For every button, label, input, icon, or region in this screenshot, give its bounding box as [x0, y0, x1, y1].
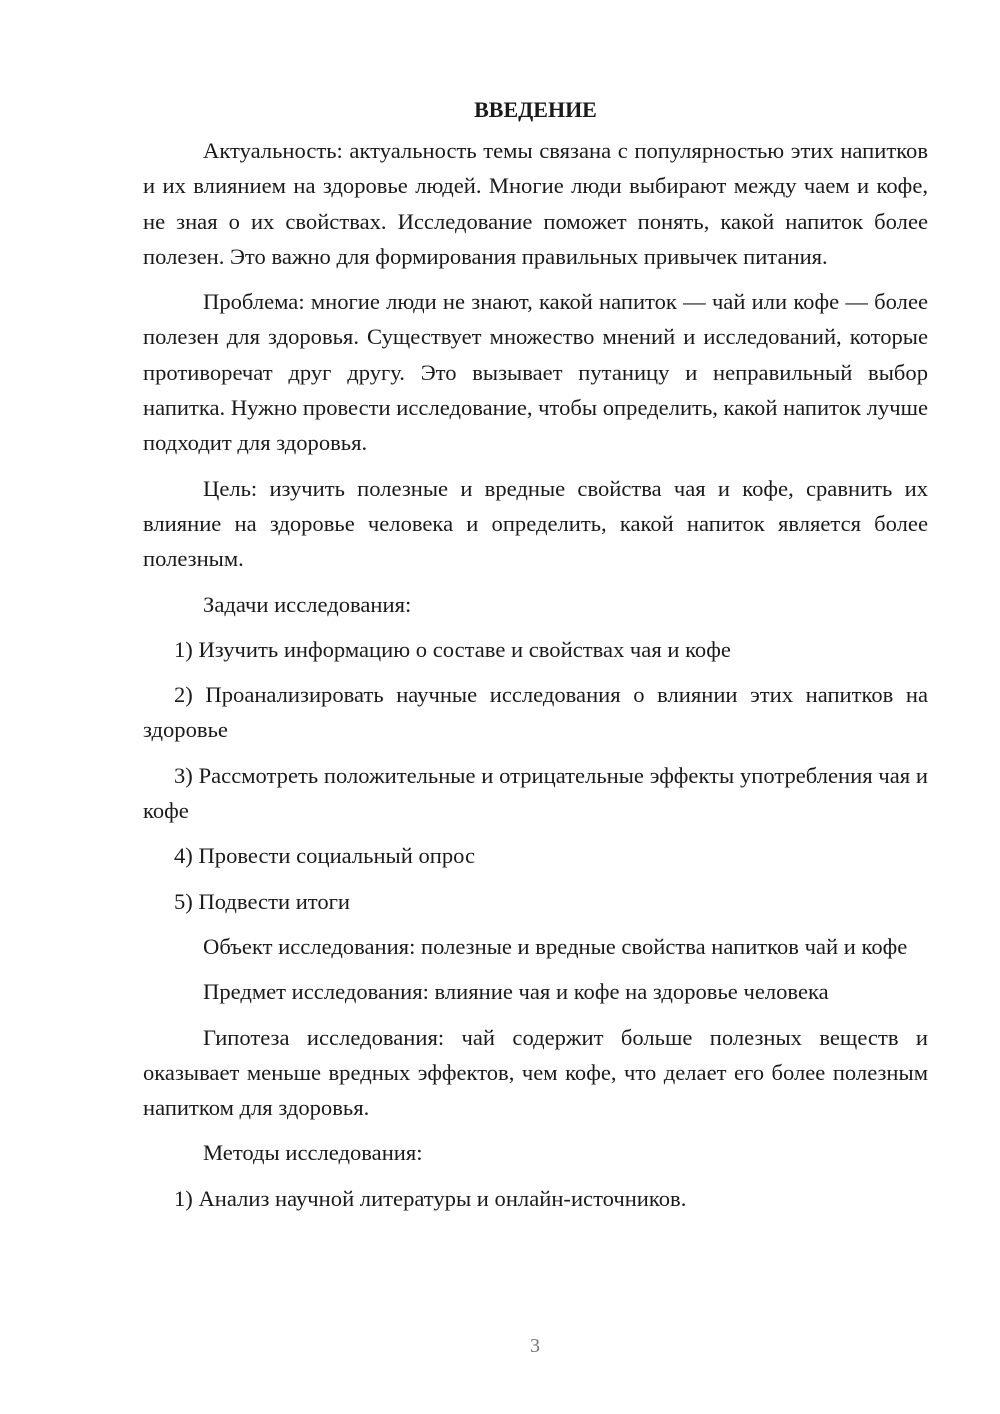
paragraph-hypothesis: Гипотеза исследования: чай содержит больше полезных веществ и оказывает меньше вредных эффектов, чем кофе, что делает его более полезным напитком для здоровья.: [143, 1024, 928, 1121]
methods-heading: Методы исследования:: [203, 1140, 423, 1166]
task-item-2: 2) Проанализировать научные исследования о влиянии этих напитков на здоровье: [143, 682, 928, 743]
task-item-1: 1) Изучить информацию о составе и свойствах чая и кофе: [174, 636, 731, 662]
section-title: ВВЕДЕНИЕ: [474, 97, 597, 122]
paragraph-relevance: Актуальность: актуальность темы связана с популярностью этих напитков и их влиянием на здоровье людей. Многие люди выбирают между чаем и кофе, не зная о их свойствах. Исследование поможет понять, какой напиток более полезен. Это важно для формирования правильных привычек питания.: [143, 138, 928, 269]
method-item-1: 1) Анализ научной литературы и онлайн-источников.: [174, 1185, 687, 1211]
tasks-heading: Задачи исследования:: [203, 591, 412, 617]
page-number: 3: [530, 1335, 540, 1357]
paragraph-problem: Проблема: многие люди не знают, какой напиток — чай или кофе — более полезен для здоровья. Существует множество мнений и исследований, которые противоречат друг другу. Это вызывает путаницу и неправильный выбор напитка. Нужно провести исследование, чтобы определить, какой напиток лучше подходит для здоровья.: [143, 289, 928, 456]
document-page: [143, 95, 928, 1226]
paragraph-goal: Цель: изучить полезные и вредные свойства чая и кофе, сравнить их влияние на здоровье человека и определить, какой напиток является более полезным.: [143, 475, 928, 572]
task-item-5: 5) Подвести итоги: [174, 888, 351, 914]
paragraph-subject: Предмет исследования: влияние чая и кофе на здоровье человека: [203, 979, 829, 1005]
paragraph-object: Объект исследования: полезные и вредные свойства напитков чай и кофе: [203, 933, 908, 959]
task-item-3: 3) Рассмотреть положительные и отрицательные эффекты употребления чая и кофе: [143, 762, 928, 824]
task-item-4: 4) Провести социальный опрос: [174, 843, 476, 869]
